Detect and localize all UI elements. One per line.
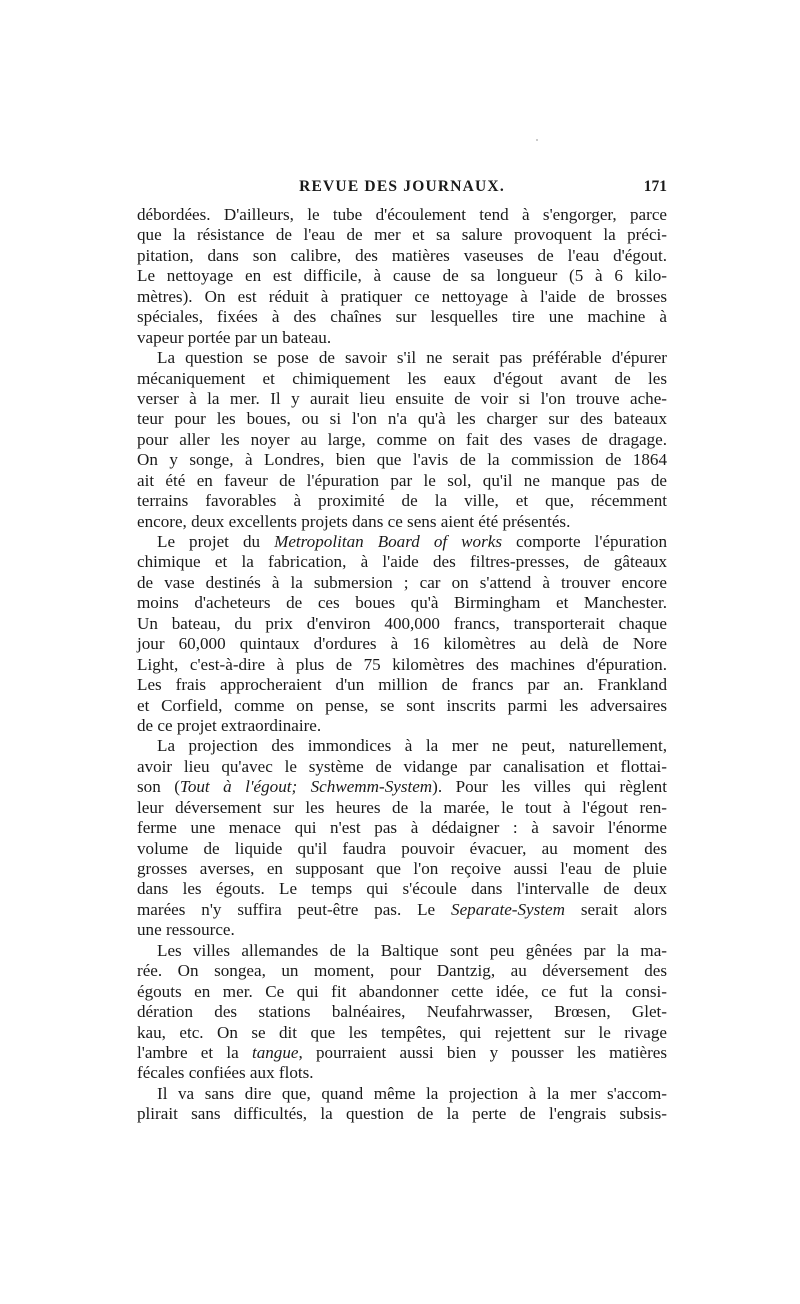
text-line: débordées. D'ailleurs, le tube d'écoulement tend à s'engorger, parce: [137, 205, 667, 224]
text-line: de vase destinés à la submersion ; car on s'attend à trouver encore: [137, 572, 667, 592]
text-line: rée. On songea, un moment, pour Dantzig, au déversement des: [137, 961, 667, 981]
text-line: et Corfield, comme on pense, se sont inscrits parmi les adversaires: [137, 695, 667, 715]
text-line: vapeur portée par un bateau.: [137, 327, 332, 347]
text-line: chimique et la fabrication, à l'aide des filtres-presses, de gâteaux: [137, 552, 667, 572]
text-line: La question se pose de savoir s'il ne serait pas préférable d'épurer: [157, 348, 667, 368]
page-number: 171: [643, 178, 667, 195]
text-line: mécaniquement et chimiquement les eaux d'égout avant de les: [137, 368, 667, 388]
text-line: Light, c'est-à-dire à plus de 75 kilomètres des machines d'épuration.: [137, 654, 667, 674]
text-line: leur déversement sur les heures de la marée, le tout à l'égout ren-: [137, 797, 667, 817]
text-line: plirait sans difficultés, la question de la perte de l'engrais subsis-: [137, 1104, 667, 1124]
text-line: [137, 1043, 667, 1063]
paragraph-4: [137, 736, 667, 940]
paragraph-5: [137, 941, 667, 1084]
text-line: encore, deux excellents projets dans ce sens aient été présentés.: [137, 511, 571, 531]
text-line: Il va sans dire que, quand même la projection à la mer s'accom-: [157, 1083, 667, 1103]
text-line: [137, 777, 667, 797]
text-line: moins d'acheteurs de ces boues qu'à Birmingham et Manchester.: [137, 593, 667, 613]
text-line: égouts en mer. Ce qui fit abandonner cette idée, ce fut la consi-: [137, 981, 667, 1001]
text-line: ait été en faveur de l'épuration par le sol, qu'il ne manque pas de: [137, 470, 667, 490]
text-run: son (: [137, 777, 180, 797]
italic-phrase: Tout à l'égout; Schwemm-System: [179, 777, 433, 797]
text-line: jour 60,000 quintaux d'ordures à 16 kilomètres au delà de Nore: [137, 634, 667, 654]
italic-title: Metropolitan Board of works: [274, 532, 502, 551]
text-line: mètres). On est réduit à pratiquer ce nettoyage à l'aide de brosses: [137, 286, 667, 306]
text-line: avoir lieu qu'avec le système de vidange par canalisation et flottai-: [137, 756, 667, 776]
text-run: ). Pour les villes qui règlent: [432, 777, 667, 797]
text-run: serait alors: [564, 899, 667, 919]
text-run: l'ambre et la: [137, 1042, 252, 1062]
running-head: REVUE DES JOURNAUX.: [299, 178, 505, 195]
text-line: [137, 900, 667, 920]
paragraph-2: [137, 348, 667, 532]
text-line: grosses averses, en supposant que l'on reçoive aussi l'eau de pluie: [137, 859, 667, 878]
text-line: terrains favorables à proximité de la ville, et que, récemment: [137, 491, 667, 511]
body-text: [137, 205, 667, 1125]
italic-word: tangue: [251, 1042, 299, 1062]
text-line: fécales confiées aux flots.: [137, 1063, 314, 1083]
italic-phrase: Separate-System: [451, 899, 565, 919]
speck-mark: [536, 139, 538, 141]
text-run: comporte l'épuration: [502, 532, 667, 551]
text-line: Les villes allemandes de la Baltique sont peu gênées par la ma-: [157, 940, 667, 960]
page-header: [137, 178, 667, 200]
text-line: ferme une menace qui n'est pas à dédaigner : à savoir l'énorme: [137, 818, 667, 838]
text-line: que la résistance de l'eau de mer et sa salure provoquent la préci-: [137, 225, 667, 245]
text-line: La projection des immondices à la mer ne peut, naturellement,: [157, 736, 667, 756]
text-run: Le projet du: [157, 532, 275, 551]
paragraph-6: [137, 1084, 667, 1125]
paragraph-1: [137, 205, 667, 348]
text-line: teur pour les boues, ou si l'on n'a qu'à les charger sur des bateaux: [137, 409, 667, 429]
text-line: Un bateau, du prix d'environ 400,000 francs, transporterait chaque: [137, 613, 667, 633]
text-line: Les frais approcheraient d'un million de francs par an. Frankland: [137, 675, 667, 695]
paragraph-3: [137, 532, 667, 736]
text-line: pitation, dans son calibre, des matières vaseuses de l'eau d'égout.: [137, 245, 667, 265]
text-line: Le nettoyage en est difficile, à cause de sa longueur (5 à 6 kilo-: [137, 266, 667, 286]
text-line: [137, 532, 667, 552]
text-line: dans les égouts. Le temps qui s'écoule dans l'intervalle de deux: [137, 879, 667, 899]
text-run: marées n'y suffira peut-être pas. Le: [137, 899, 452, 919]
text-run: , pourraient aussi bien y pousser les matières: [298, 1042, 667, 1062]
text-line: spéciales, fixées à des chaînes sur lesquelles tire une machine à: [137, 307, 667, 327]
text-line: de ce projet extraordinaire.: [137, 715, 322, 735]
text-line: On y songe, à Londres, bien que l'avis de la commission de 1864: [137, 450, 667, 470]
text-line: volume de liquide qu'il faudra pouvoir évacuer, au moment des: [137, 838, 667, 858]
text-line: verser à la mer. Il y aurait lieu ensuite de voir si l'on trouve ache-: [137, 388, 667, 408]
text-line: dération des stations balnéaires, Neufahrwasser, Brœsen, Glet-: [137, 1002, 667, 1022]
text-line: kau, etc. On se dit que les tempêtes, qui rejettent sur le rivage: [137, 1022, 667, 1042]
text-line: pour aller les noyer au large, comme on fait des vases de dragage.: [137, 429, 667, 449]
text-line: une ressource.: [137, 920, 235, 940]
